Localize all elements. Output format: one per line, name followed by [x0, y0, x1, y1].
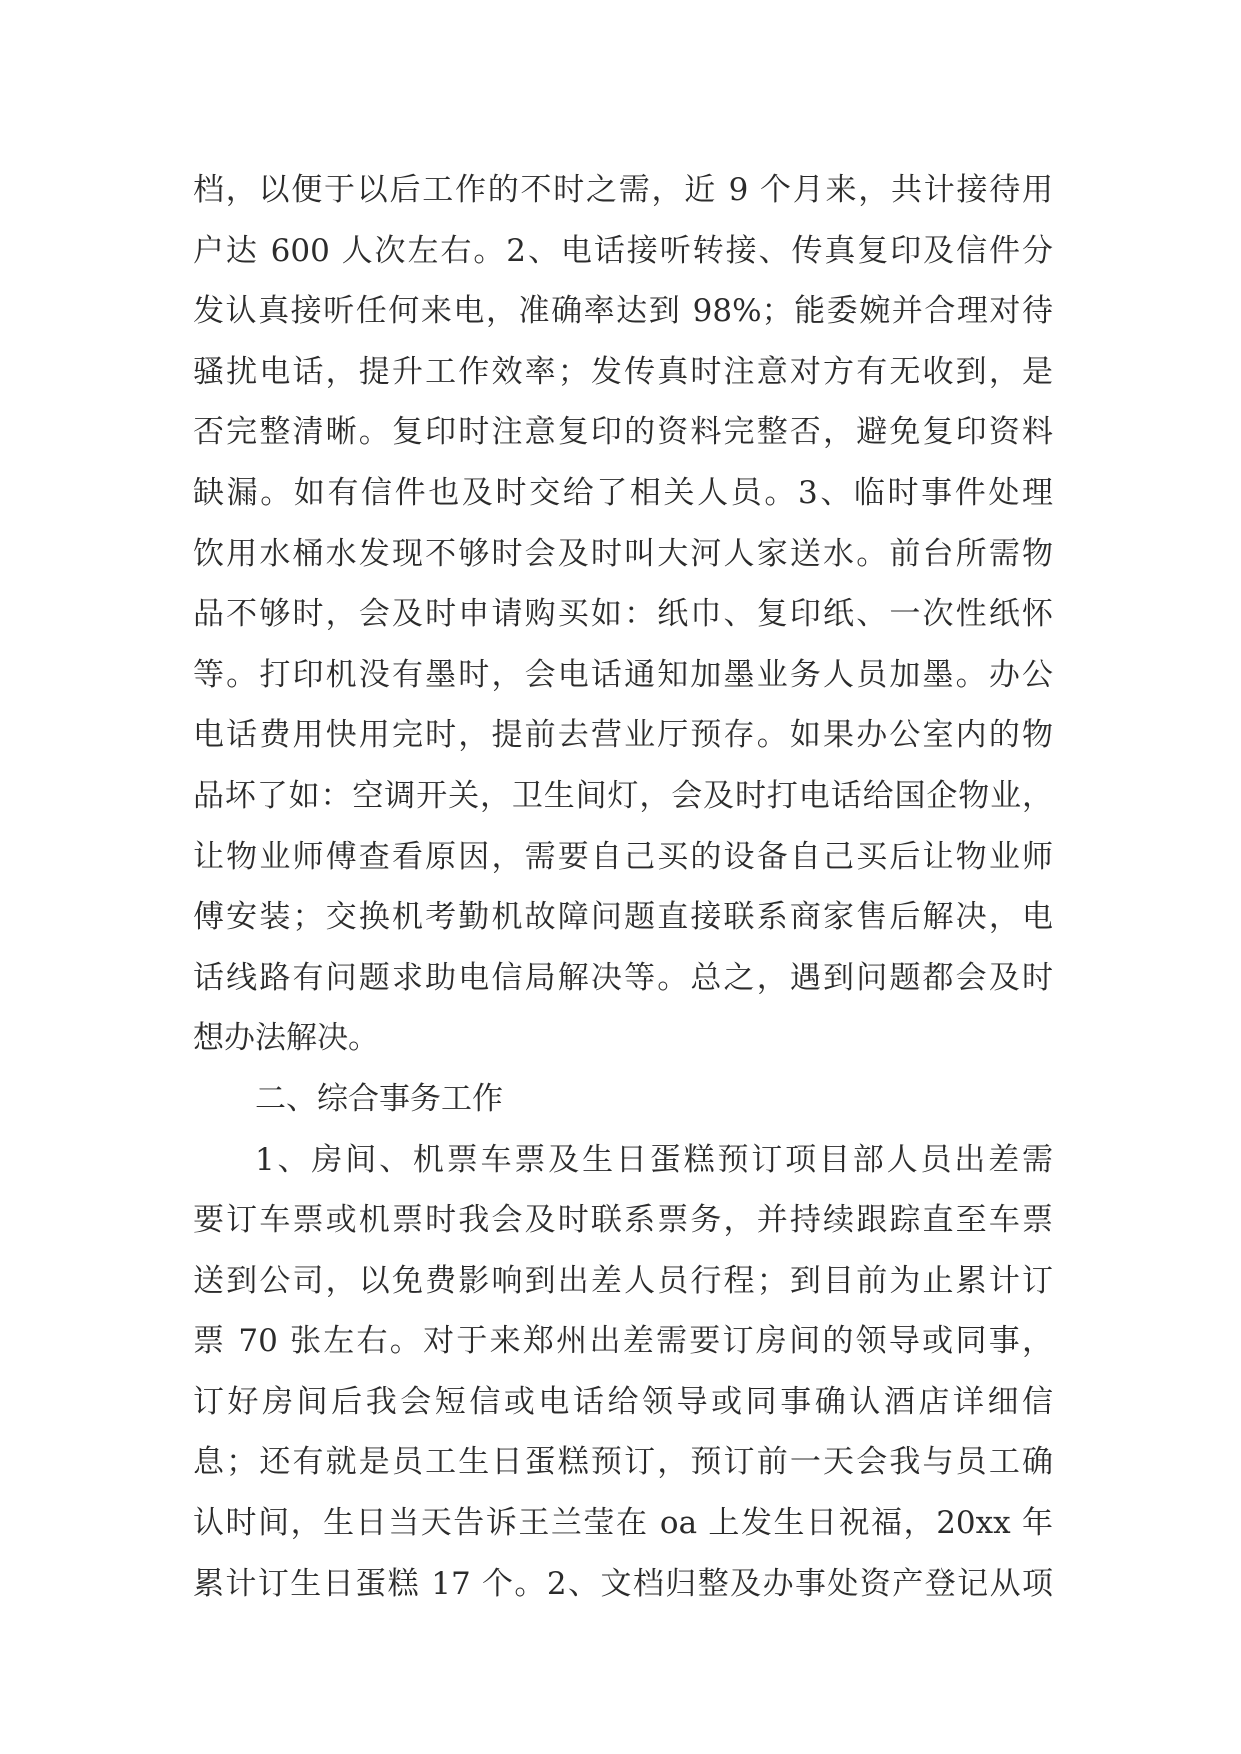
- text-line: 户达 600 人次左右。2、电话接听转接、传真复印及信件分: [193, 232, 1053, 269]
- text-line: 票 70 张左右。对于来郑州出差需要订房间的领导或同事，: [193, 1323, 1053, 1360]
- text-line: 息；还有就是员工生日蛋糕预订，预订前一天会我与员工确: [193, 1444, 1053, 1481]
- text-line: 缺漏。如有信件也及时交给了相关人员。3、临时事件处理: [193, 474, 1053, 511]
- text-line: 品不够时，会及时申请购买如：纸巾、复印纸、一次性纸怀: [193, 596, 1053, 633]
- text-line: 饮用水桶水发现不够时会及时叫大河人家送水。前台所需物: [193, 535, 1053, 572]
- text-line: 骚扰电话，提升工作效率；发传真时注意对方有无收到，是: [193, 353, 1053, 390]
- text-line: 1、房间、机票车票及生日蛋糕预订项目部人员出差需: [255, 1141, 1053, 1178]
- text-line: 等。打印机没有墨时，会电话通知加墨业务人员加墨。办公: [193, 656, 1053, 693]
- text-line: 话线路有问题求助电信局解决等。总之，遇到问题都会及时: [193, 959, 1053, 996]
- body-text: [193, 160, 1053, 1614]
- text-line: 否完整清晰。复印时注意复印的资料完整否，避免复印资料: [193, 414, 1053, 451]
- text-line: 想办法解决。: [193, 1020, 379, 1057]
- text-line: 档，以便于以后工作的不时之需，近 9 个月来，共计接待用: [193, 172, 1053, 208]
- text-line: 订好房间后我会短信或电话给领导或同事确认酒店详细信: [193, 1383, 1053, 1420]
- text-line: 认时间，生日当天告诉王兰莹在 oa 上发生日祝福，20xx 年: [193, 1505, 1053, 1542]
- text-line: 累计订生日蛋糕 17 个。2、文档归整及办事处资产登记从项: [193, 1565, 1053, 1602]
- text-line: 让物业师傅查看原因，需要自己买的设备自己买后让物业师: [193, 838, 1053, 875]
- text-line: 品坏了如：空调开关，卫生间灯，会及时打电话给国企物业，: [193, 777, 1053, 814]
- text-line: 发认真接听任何来电，准确率达到 98%；能委婉并合理对待: [193, 293, 1053, 330]
- text-line: 电话费用快用完时，提前去营业厅预存。如果办公室内的物: [193, 717, 1053, 754]
- text-line: 要订车票或机票时我会及时联系票务，并持续跟踪直至车票: [193, 1202, 1053, 1239]
- text-line: 送到公司，以免费影响到出差人员行程；到目前为止累计订: [193, 1262, 1053, 1299]
- text-line: 傅安装；交换机考勤机故障问题直接联系商家售后解决，电: [193, 899, 1053, 936]
- section-heading: 二、综合事务工作: [255, 1080, 503, 1117]
